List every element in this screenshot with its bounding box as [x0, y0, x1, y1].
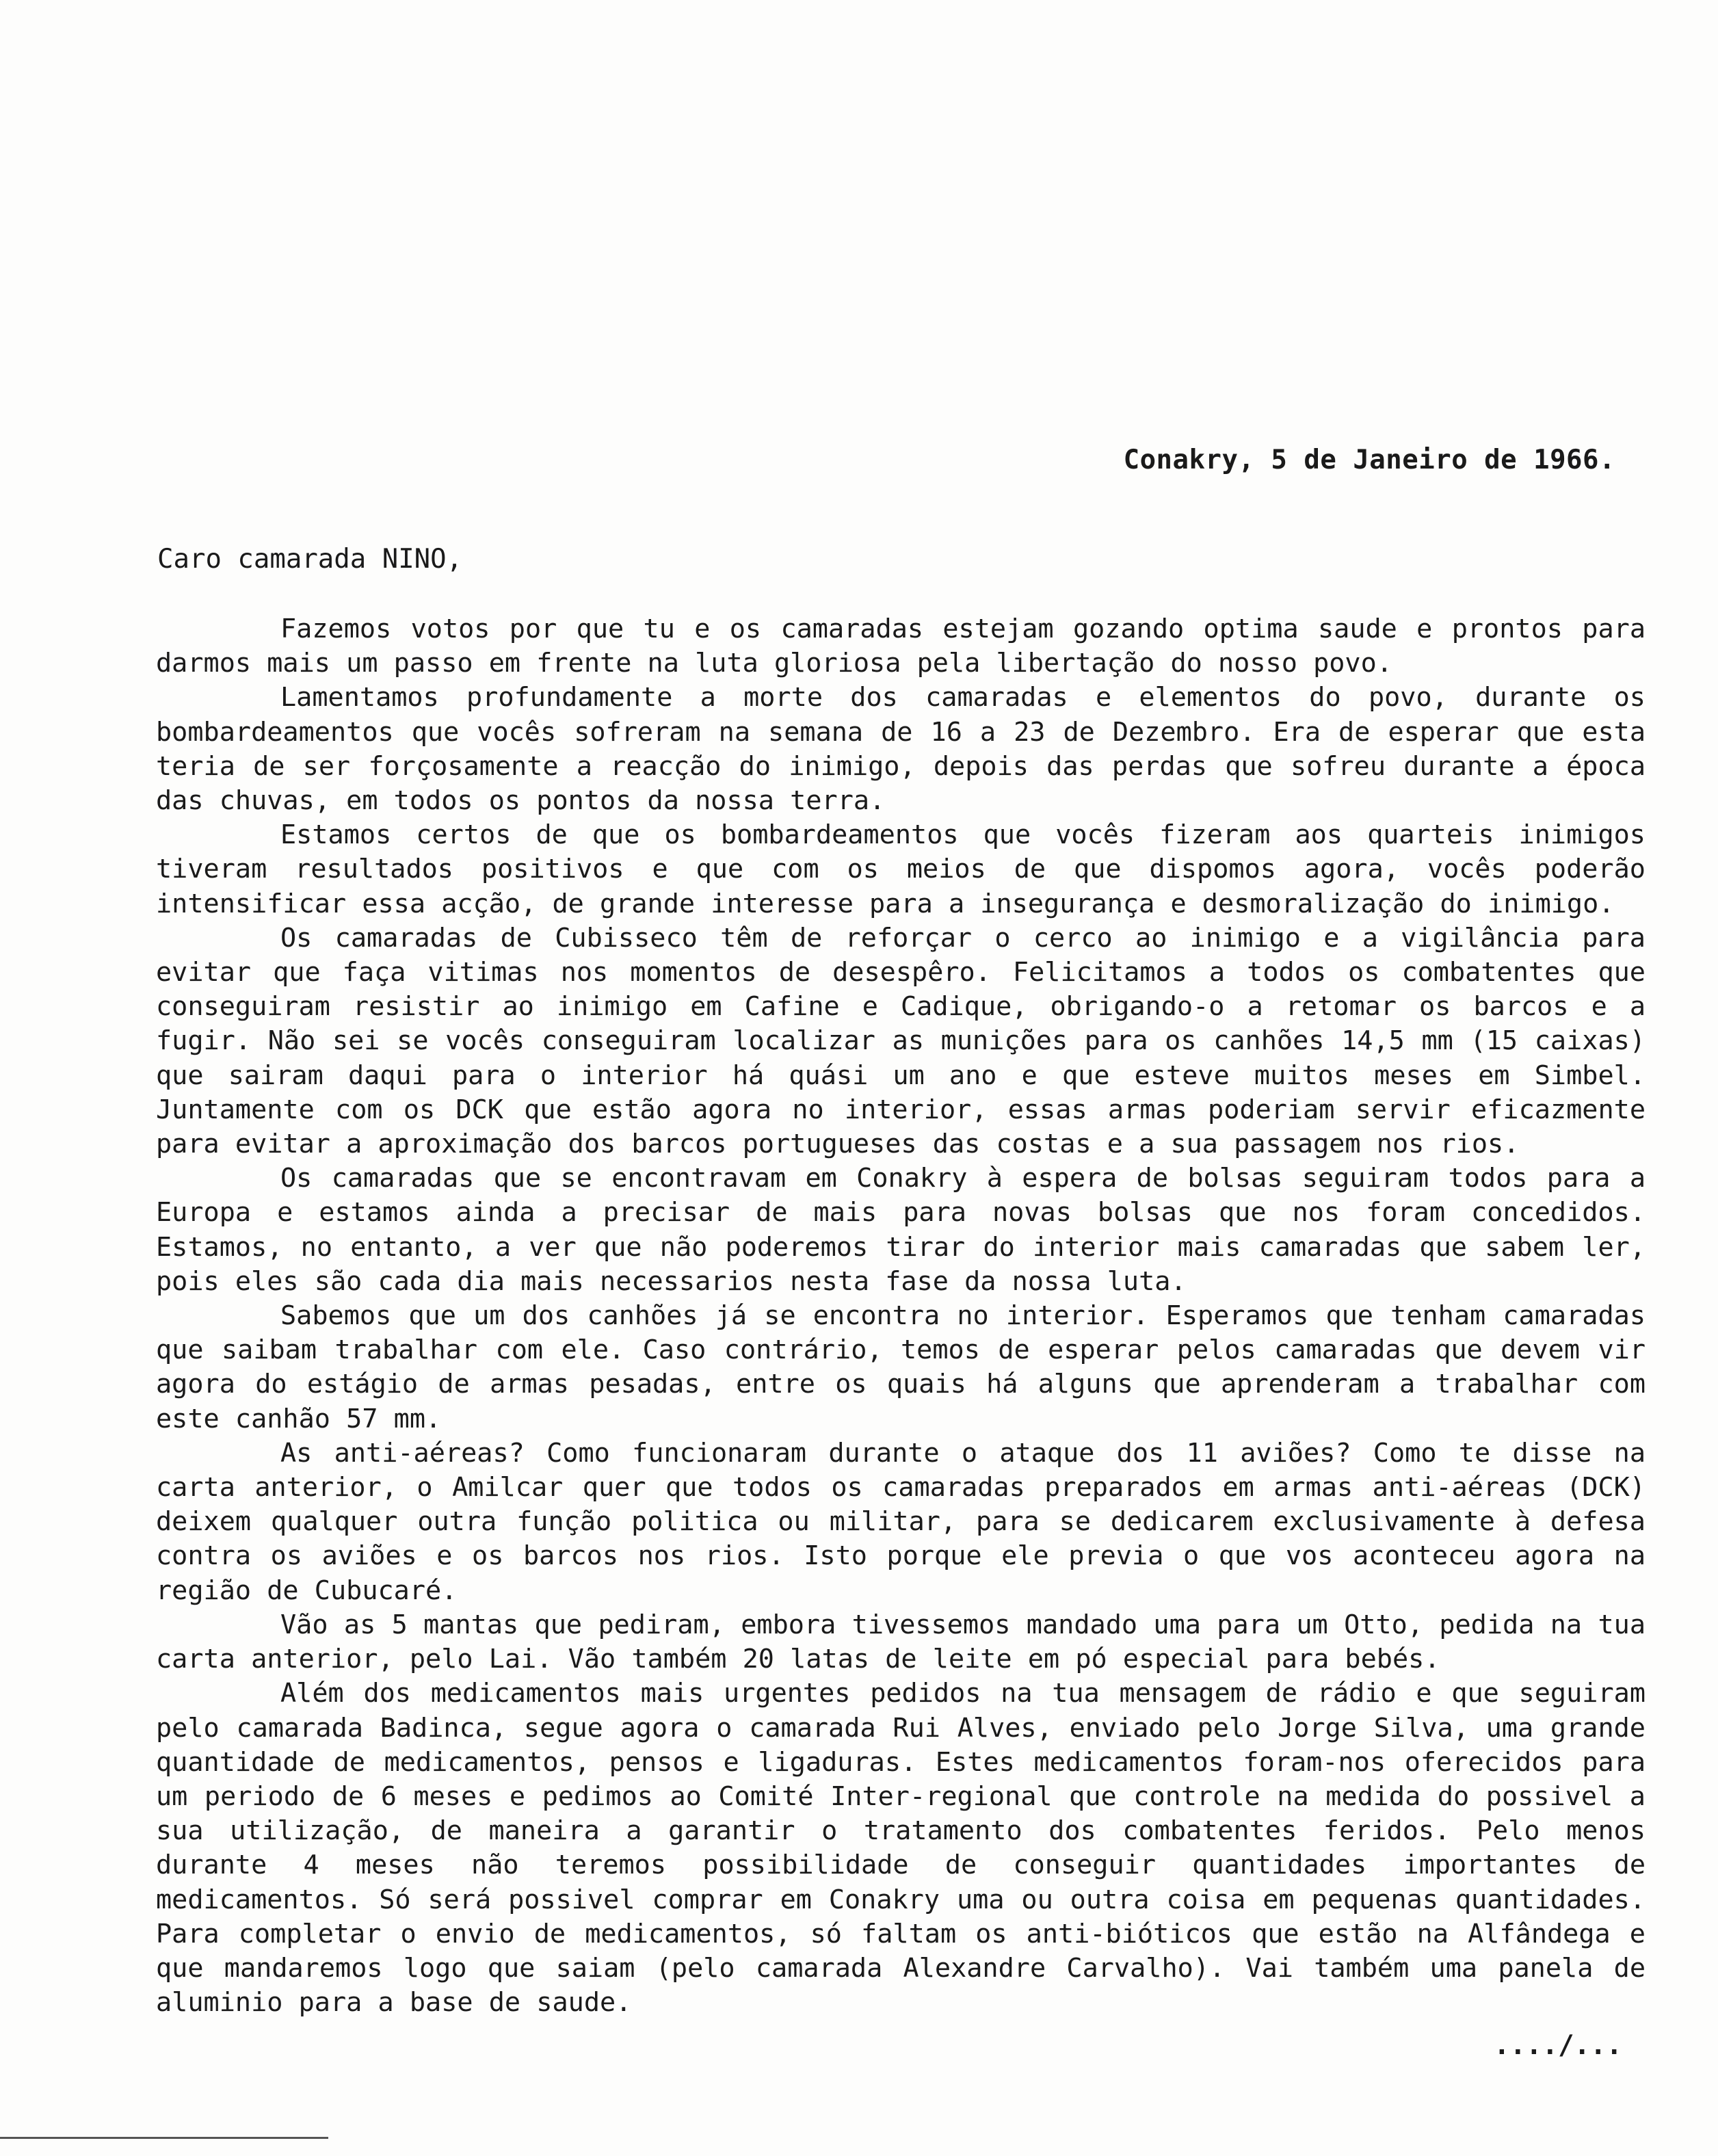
letter-body [156, 612, 1646, 2020]
paragraph: Além dos medicamentos mais urgentes pedidos na tua mensagem de rádio e que seguiram pelo camarada Badinca, segue agora o camarada Rui Alves, enviado pelo Jorge Silva, uma grande quantidade de medicamentos, pensos e ligaduras. Estes medicamentos foram-nos oferecidos para um periodo de 6 meses e pedimos ao Comité Inter-regional que controle na medida do possivel a sua utilização, de maneira a garantir o tratamento dos combatentes feridos. Pelo menos durante 4 meses não teremos possibilidade de conseguir quantidades importantes de medicamentos. Só será possivel comprar em Conakry uma ou outra coisa em pequenas quantidades. Para completar o envio de medicamentos, só faltam os anti-bióticos que estão na Alfândega e que mandaremos logo que saiam (pelo camarada Alexandre Carvalho). Vai também uma panela de aluminio para a base de saude. [156, 1678, 1646, 2019]
paragraph: Sabemos que um dos canhões já se encontra no interior. Esperamos que tenham camaradas que saibam trabalhar com ele. Caso contrário, temos de esperar pelos camaradas que devem vir agora do estágio de armas pesadas, entre os quais há alguns que aprenderam a trabalhar com este canhão 57 mm. [156, 1300, 1646, 1434]
paragraph: As anti-aéreas? Como funcionaram durante o ataque dos 11 aviões? Como te disse na carta anterior, o Amilcar quer que todos os camaradas preparados em armas anti-aéreas (DCK) deixem qualquer outra função politica ou militar, para se dedicarem exclusivamente à defesa contra os aviões e os barcos nos rios. Isto porque ele previa o que vos aconteceu agora na região de Cubucaré. [156, 1437, 1646, 1606]
footer-rule [0, 2137, 328, 2139]
paragraph: Vão as 5 mantas que pediram, embora tivessemos mandado uma para um Otto, pedida na tua carta anterior, pelo Lai. Vão também 20 latas de leite em pó especial para bebés. [156, 1609, 1646, 1675]
paragraph: Fazemos votos por que tu e os camaradas estejam gozando optima saude e prontos para darmos mais um passo em frente na luta gloriosa pela libertação do nosso povo. [156, 614, 1646, 679]
paragraph: Os camaradas de Cubisseco têm de reforçar o cerco ao inimigo e a vigilância para evitar que faça vitimas nos momentos de desespêro. Felicitamos a todos os combatentes que conseguiram resistir ao inimigo em Cafine e Cadique, obrigando-o a retomar os barcos e a fugir. Não sei se vocês conseguiram localizar as munições para os canhões 14,5 mm (15 caixas) que sairam daqui para o interior há quási um ano e que esteve muitos meses em Simbel. Juntamente com os DCK que estão agora no interior, essas armas poderiam servir eficazmente para evitar a aproximação dos barcos portugueses das costas e a sua passagem nos rios. [156, 922, 1646, 1160]
continued-mark: ..../... [1494, 2030, 1622, 2061]
paragraph: Estamos certos de que os bombardeamentos que vocês fizeram aos quarteis inimigos tiveram resultados positivos e que com os meios de que dispomos agora, vocês poderão intensificar essa acção, de grande interesse para a insegurança e desmoralização do inimigo. [156, 819, 1646, 919]
dateline: Conakry, 5 de Janeiro de 1966. [1123, 445, 1615, 475]
salutation: Caro camarada NINO, [157, 544, 463, 575]
paragraph: Os camaradas que se encontravam em Conakry à espera de bolsas seguiram todos para a Europa e estamos ainda a precisar de mais para novas bolsas que nos foram concedidos. Estamos, no entanto, a ver que não poderemos tirar do interior mais camaradas que sabem ler, pois eles são cada dia mais necessarios nesta fase da nossa luta. [156, 1163, 1646, 1297]
paragraph: Lamentamos profundamente a morte dos camaradas e elementos do povo, durante os bombardeamentos que vocês sofreram na semana de 16 a 23 de Dezembro. Era de esperar que esta teria de ser forçosamente a reacção do inimigo, depois das perdas que sofreu durante a época das chuvas, em todos os pontos da nossa terra. [156, 682, 1646, 817]
